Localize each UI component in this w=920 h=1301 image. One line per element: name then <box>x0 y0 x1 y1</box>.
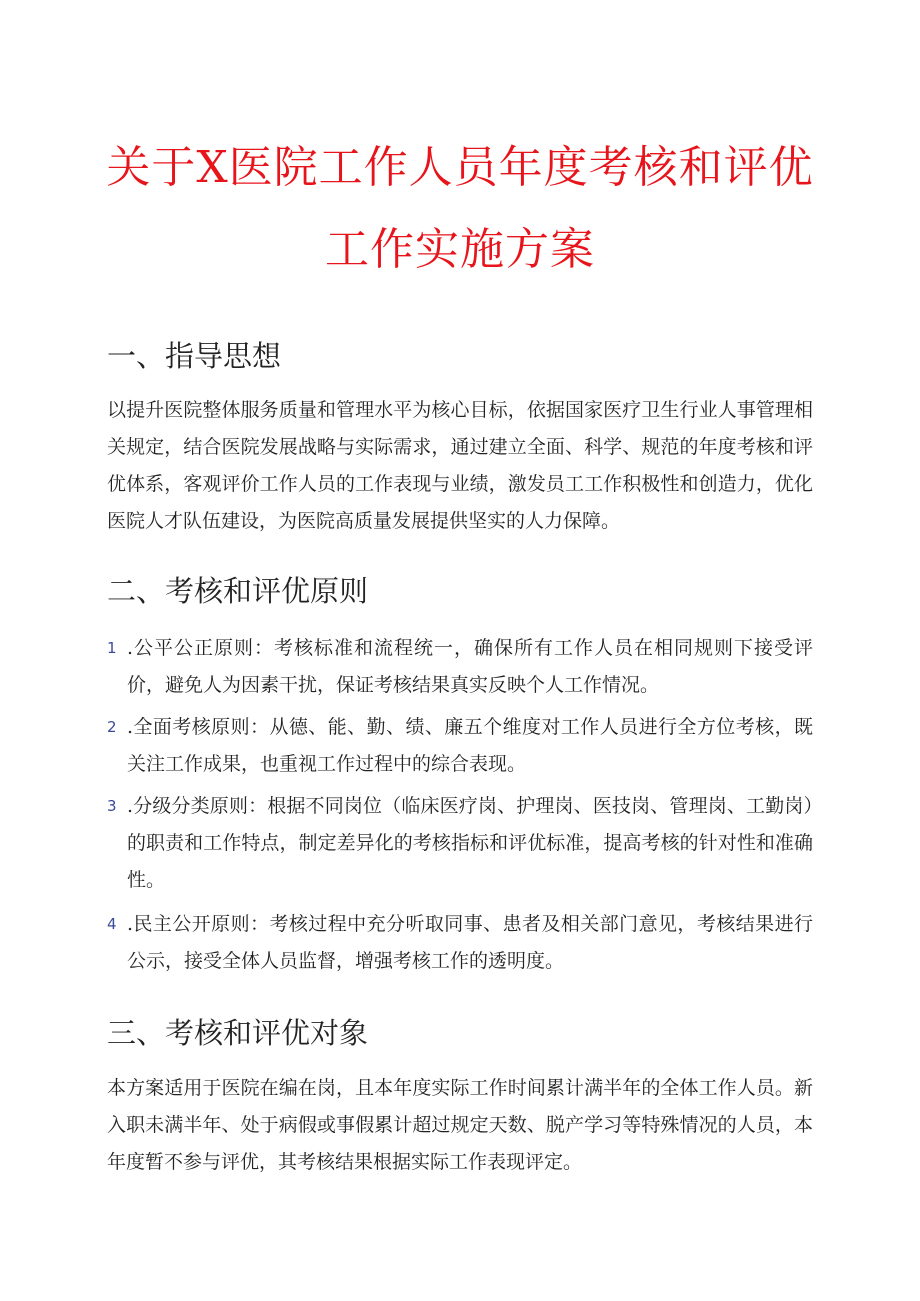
section-1-heading: 一、指导思想 <box>107 339 282 373</box>
list-item-text: .公平公正原则：考核标准和流程统一，确保所有工作人员在相同规则下接受评价，避免人为因素干扰，保证考核结果真实反映个人工作情况。 <box>127 637 813 696</box>
list-number: 2 <box>107 718 117 736</box>
principle-item-2 <box>107 709 813 783</box>
section-2-heading: 二、考核和评优原则 <box>107 574 369 608</box>
list-number: 1 <box>107 639 117 657</box>
section-1-paragraph: 以提升医院整体服务质量和管理水平为核心目标，依据国家医疗卫生行业人事管理相关规定，结合医院发展战略与实际需求，通过建立全面、科学、规范的年度考核和评优体系，客观评价工作人员的工作表现与业绩，激发员工工作积极性和创造力，优化医院人才队伍建设，为医院高质量发展提供坚实的人力保障。 <box>107 399 813 532</box>
section-3-heading: 三、考核和评优对象 <box>107 1016 369 1050</box>
document-title-line-1: 关于X医院工作人员年度考核和评优 <box>106 142 814 193</box>
document-title-line-2: 工作实施方案 <box>325 224 595 275</box>
principle-item-1 <box>107 630 813 704</box>
section-3-paragraph: 本方案适用于医院在编在岗，且本年度实际工作时间累计满半年的全体工作人员。新入职未满半年、处于病假或事假累计超过规定天数、脱产学习等特殊情况的人员，本年度暂不参与评优，其考核结果根据实际工作表现评定。 <box>107 1077 813 1173</box>
list-number: 3 <box>107 797 117 815</box>
list-item-text: .分级分类原则：根据不同岗位（临床医疗岗、护理岗、医技岗、管理岗、工勤岗）的职责和工作特点，制定差异化的考核指标和评优标准，提高考核的针对性和准确性。 <box>127 795 813 891</box>
principle-item-4 <box>107 906 813 980</box>
principle-item-3 <box>107 788 813 899</box>
list-item-text: .全面考核原则：从德、能、勤、绩、廉五个维度对工作人员进行全方位考核，既关注工作成果，也重视工作过程中的综合表现。 <box>127 716 813 775</box>
list-item-text: .民主公开原则：考核过程中充分听取同事、患者及相关部门意见，考核结果进行公示，接受全体人员监督，增强考核工作的透明度。 <box>127 913 813 972</box>
list-number: 4 <box>107 915 117 933</box>
